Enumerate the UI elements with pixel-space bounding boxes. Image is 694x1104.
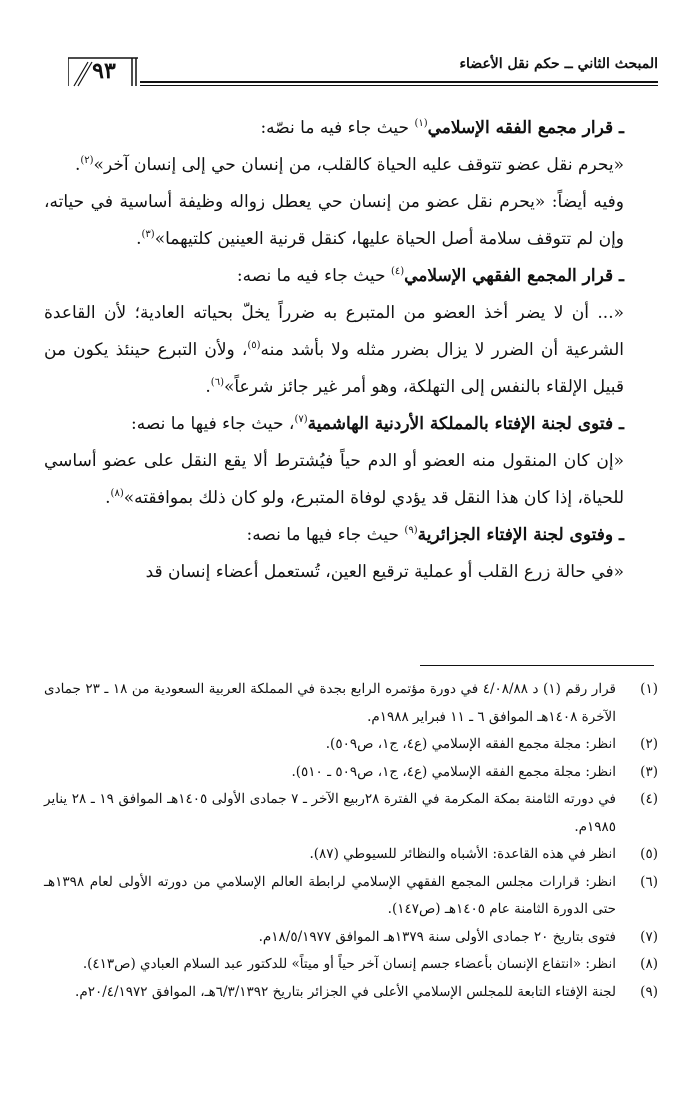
footnote-text: قرار رقم (١) د ٤/٠٨/٨٨ في دورة مؤتمره الرابع بجدة في المملكة العربية السعودية من ١٨ ـ ٢٣ جمادى الآخرة ١٤٠٨هـ الموافق ٦ ـ ١١ فبراير ١٩٨٨م.	[44, 681, 616, 725]
paragraph-text: وفيه أيضاً: «يحرم نقل عضو من إنسان حي يعطل زواله وظيفة أساسية في حياته، وإن لم تتوقف سلامة أصل الحياة عليها، كنقل قرنية العينين كلتيهما»	[44, 192, 624, 249]
footnote-text: انظر: مجلة مجمع الفقه الإسلامي (ع٤، ج١، ص٥٠٩ ـ ٥١٠).	[291, 763, 616, 780]
punctuation: .	[105, 488, 111, 508]
heading-lead: ـ قرار مجمع الفقه الإسلامي	[427, 118, 624, 138]
footnote-number: (٣)	[640, 763, 658, 780]
paragraph	[44, 406, 652, 443]
footnote-item	[44, 731, 658, 759]
paragraph	[44, 147, 652, 184]
paragraph	[44, 295, 652, 406]
paragraph	[44, 110, 652, 147]
quote-text: ، ولأن التبرع حينئذ يكون من قبيل الإلقاء بالنفس إلى التهلكة، وهو أمر غير جائز شرعاً»	[44, 340, 624, 397]
paragraph-text: حيث جاء فيه ما نصّه:	[260, 118, 415, 138]
footnote-ref[interactable]: (٤)	[390, 266, 405, 277]
footnote-separator	[420, 665, 654, 666]
footnote-ref[interactable]: (٨)	[110, 488, 124, 499]
footnote-item	[44, 786, 658, 841]
header-title: المبحث الثاني ــ حكم نقل الأعضاء	[459, 56, 658, 72]
footnote-number: (٨)	[640, 956, 658, 972]
body-text	[44, 110, 652, 591]
page-number: ٩٣	[92, 58, 116, 84]
footnote-ref[interactable]: (١)	[414, 118, 428, 129]
footnote-text: في دورته الثامنة بمكة المكرمة في الفترة ٢٨ربيع الآخر ـ ٧ جمادى الأولى ١٤٠٥هـ الموافق ١٩ ـ ٢٨ يناير ١٩٨٥م.	[44, 791, 616, 835]
paragraph-text: حيث جاء فيه ما نصه:	[236, 266, 391, 286]
heading-lead: ـ قرار المجمع الفقهي الإسلامي	[404, 266, 624, 286]
footnote-text: فتوى بتاريخ ٢٠ جمادى الأولى سنة ١٣٧٩هـ الموافق ١٨/٥/١٩٧٧م.	[258, 928, 616, 945]
quote-text: «في حالة زرع القلب أو عملية ترقيع العين، تُستعمل أعضاء إنسان قد	[145, 562, 624, 582]
footnote-text: لجنة الإفتاء التابعة للمجلس الإسلامي الأعلى في الجزائر بتاريخ ٦/٣/١٣٩٢هـ، الموافق ٢٠/٤/١٩٧٢م.	[75, 983, 616, 1000]
footnote-item	[44, 676, 658, 731]
footnote-number: (٤)	[640, 791, 658, 807]
footnote-number: (٦)	[640, 873, 658, 890]
punctuation: .	[205, 377, 211, 397]
footnote-number: (١)	[640, 681, 658, 697]
paragraph	[44, 184, 652, 258]
page-number-box	[68, 56, 140, 86]
paragraph-text: حيث جاء فيها ما نصه:	[246, 525, 405, 545]
footnote-ref[interactable]: (٢)	[80, 155, 94, 166]
footnote-text: انظر: «انتفاع الإنسان بأعضاء جسم إنسان آخر حياً أو ميتاً» للدكتور عبد السلام العبادي (ص٤١٣).	[82, 956, 616, 972]
punctuation: .	[74, 155, 81, 175]
punctuation: .	[136, 229, 142, 249]
footnotes-list	[44, 676, 658, 1006]
footnote-item	[44, 979, 658, 1007]
footnote-ref[interactable]: (٧)	[294, 414, 308, 425]
footnote-text: انظر: قرارات مجلس المجمع الفقهي الإسلامي لرابطة العالم الإسلامي من دورته الأولى لعام ١٣٩٨هـ حتى الدورة الثامنة عام ١٤٠٥هـ (ص١٤٧).	[44, 873, 616, 917]
paragraph-text: ، حيث جاء فيها ما نصه:	[131, 414, 295, 434]
footnote-text: انظر: مجلة مجمع الفقه الإسلامي (ع٤، ج١، ص٥٠٩).	[325, 736, 616, 752]
footnote-item	[44, 759, 658, 787]
footnote-item	[44, 841, 658, 869]
footnote-ref[interactable]: (٣)	[141, 229, 155, 240]
paragraph	[44, 443, 652, 517]
header-rule-thin	[140, 85, 658, 86]
footnote-ref[interactable]: (٥)	[247, 340, 261, 351]
quote-text: «يحرم نقل عضو تتوقف عليه الحياة كالقلب، من إنسان حي إلى إنسان آخر»	[93, 155, 624, 175]
paragraph	[44, 517, 652, 554]
footnote-ref[interactable]: (٩)	[404, 525, 418, 536]
quote-text: «... أن لا يضر أخذ العضو من المتبرع به ضرراً يخلّ بحياته العادية؛ لأن القاعدة الشرعية أن الضرر لا يزال بضرر مثله ولا بأشد منه	[44, 303, 624, 360]
quote-text: «إن كان المنقول منه العضو أو الدم حياً فيُشترط ألا يقع النقل على عضو أساسي للحياة، إذا كان هذا النقل قد يؤدي لوفاة المتبرع، ولو كان ذلك بموافقته»	[44, 451, 624, 508]
running-header	[40, 40, 658, 90]
footnote-item	[44, 951, 658, 979]
footnote-number: (٧)	[640, 928, 658, 945]
header-rule	[140, 81, 658, 83]
footnote-number: (٥)	[640, 846, 658, 862]
footnote-text: انظر في هذه القاعدة: الأشباه والنظائر للسيوطي (٨٧).	[309, 846, 616, 862]
heading-lead: ـ فتوى لجنة الإفتاء بالمملكة الأردنية الهاشمية	[307, 414, 624, 434]
footnote-number: (٩)	[640, 983, 658, 1000]
footnote-number: (٢)	[640, 736, 658, 752]
footnote-ref[interactable]: (٦)	[210, 377, 224, 388]
footnote-item	[44, 924, 658, 952]
footnote-item	[44, 869, 658, 924]
paragraph	[44, 554, 652, 591]
paragraph	[44, 258, 652, 295]
heading-lead: ـ وفتوى لجنة الإفتاء الجزائرية	[417, 525, 624, 545]
